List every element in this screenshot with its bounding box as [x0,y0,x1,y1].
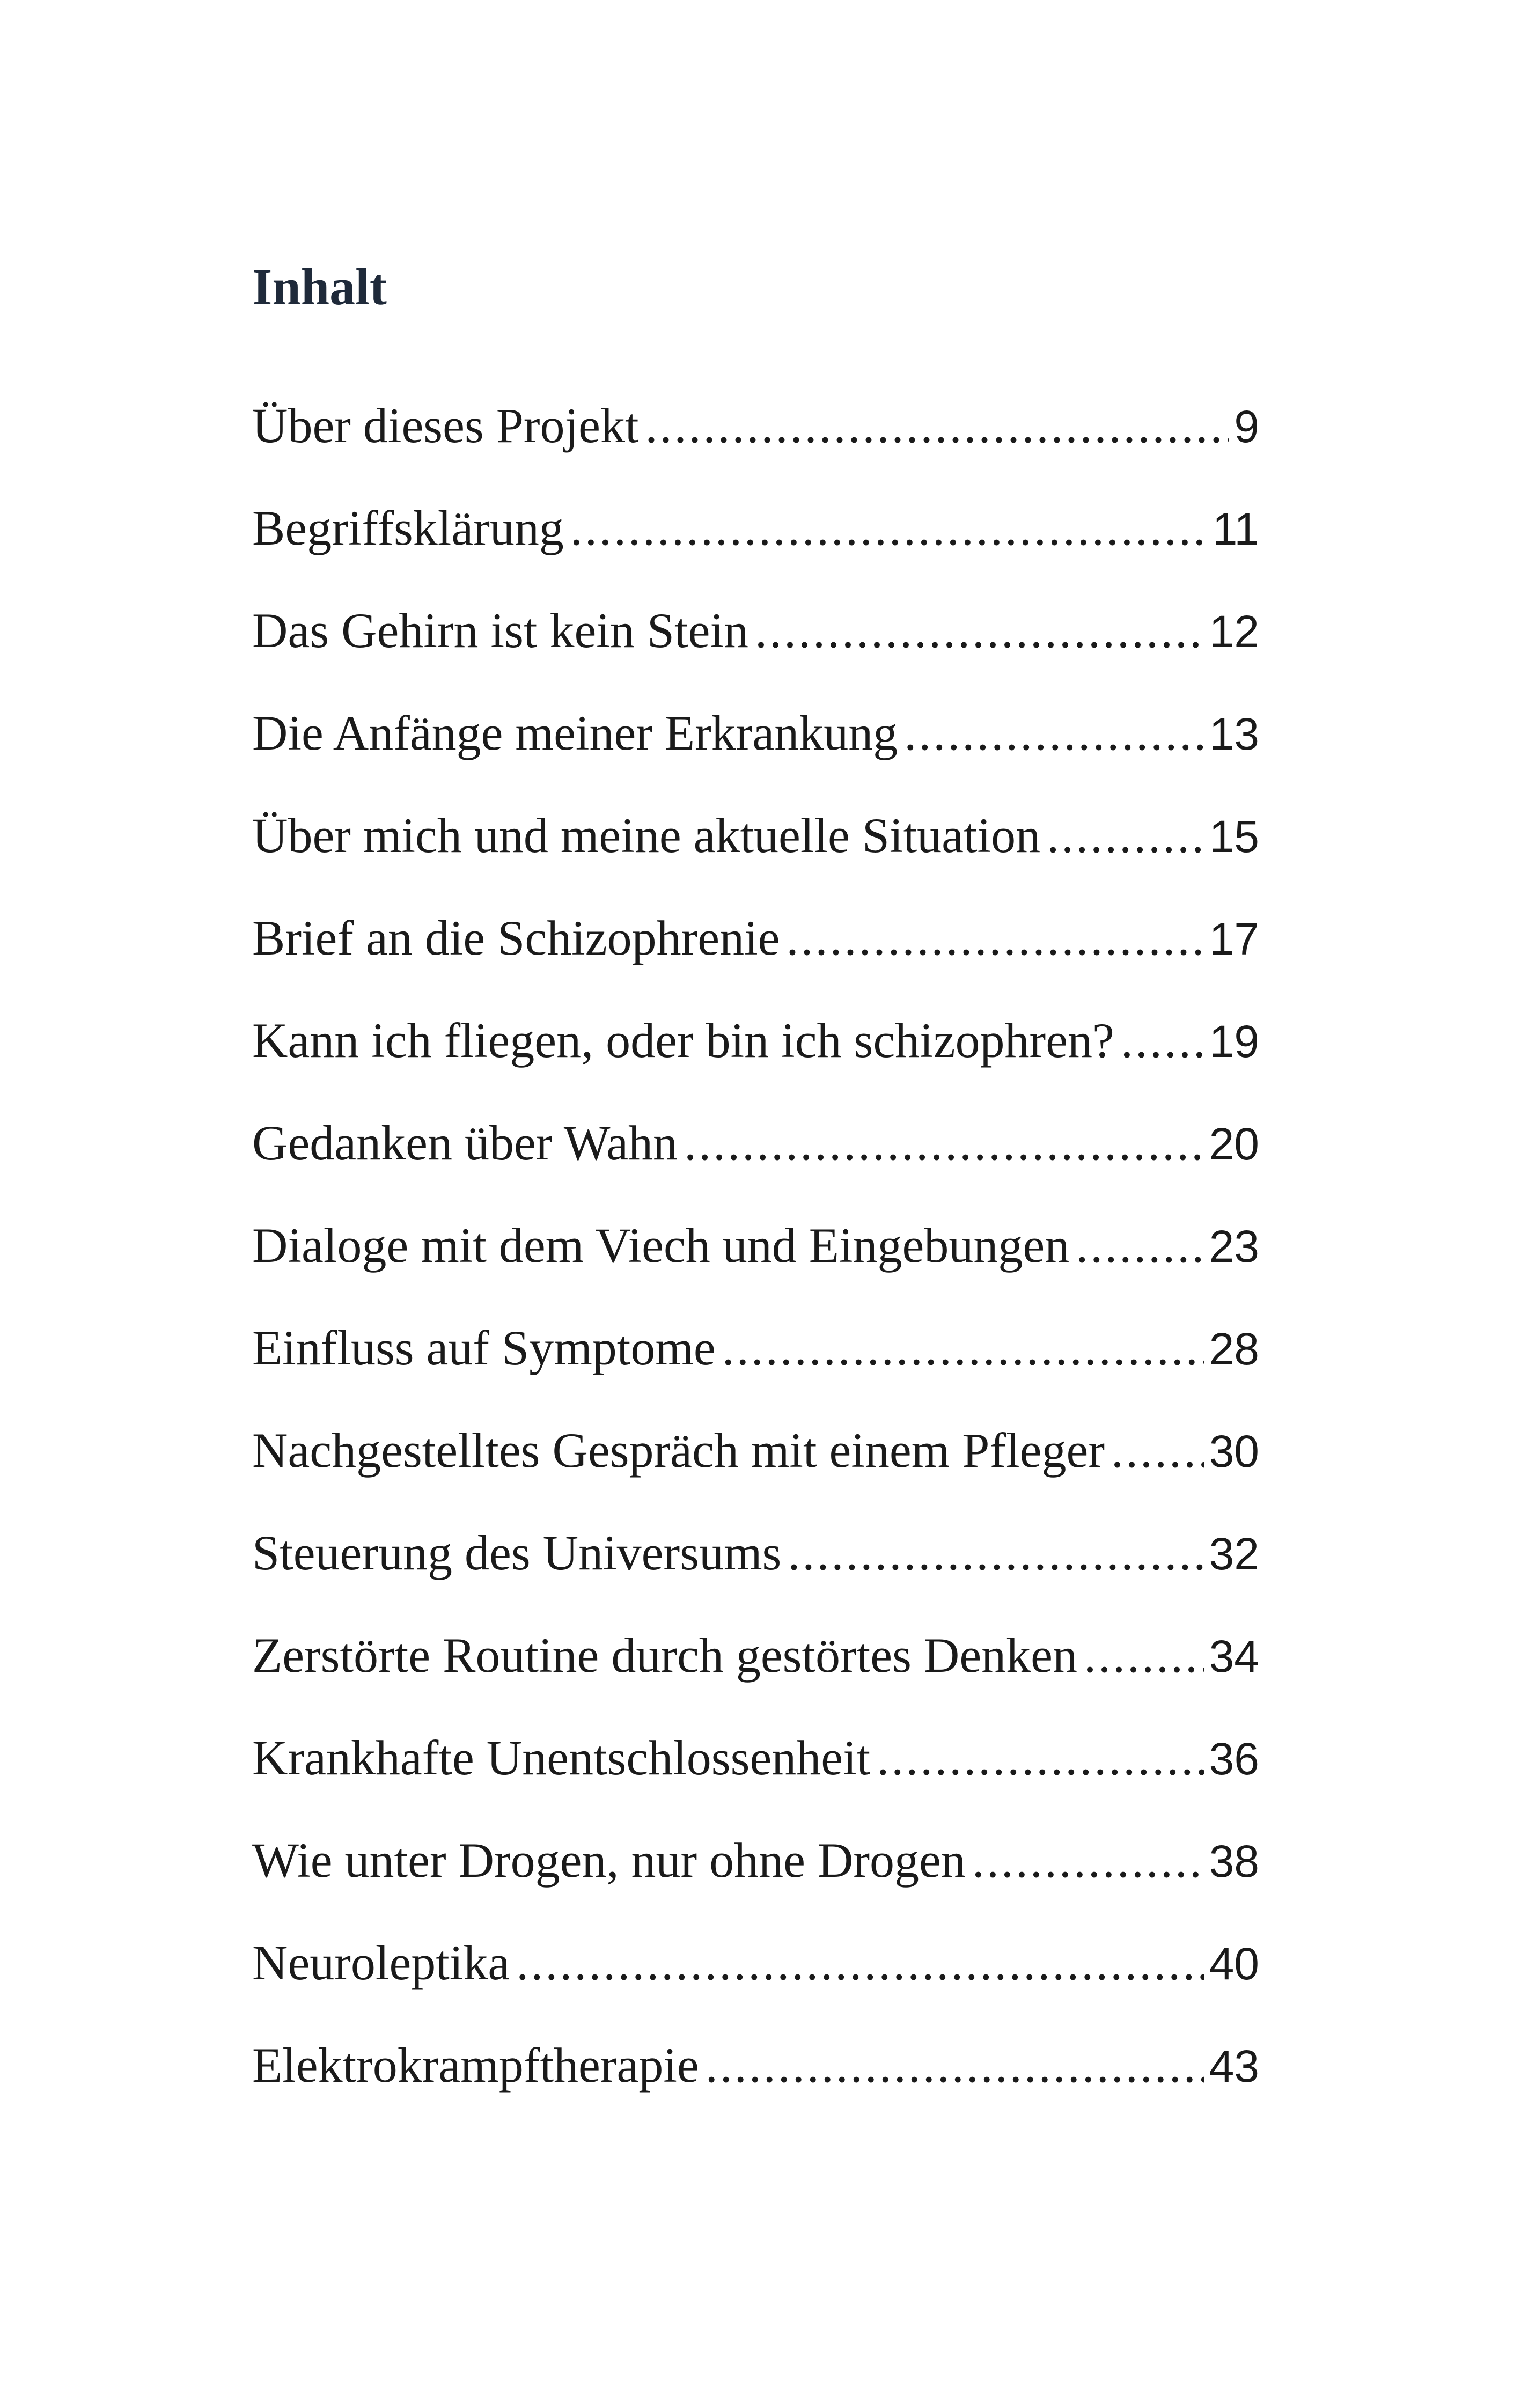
toc-entry-page-number: 9 [1234,401,1259,452]
dot-leader [972,1825,1204,1895]
dot-leader [722,1313,1204,1383]
dot-leader [1111,1415,1204,1485]
dot-leader [904,698,1203,768]
toc-entry [252,698,1259,801]
toc-entry-title: Krankhafte Unentschlossenheit [252,1730,871,1785]
toc-entry [252,1415,1259,1518]
toc-entry-page-number: 40 [1209,1939,1259,1989]
dot-leader [570,493,1207,563]
toc-entry-title: Über mich und meine aktuelle Situation [252,808,1041,863]
toc-entry-page-number: 11 [1212,504,1259,554]
toc-entry-title: Begriffsklärung [252,501,564,555]
toc-entry-title: Einfluss auf Symptome [252,1320,716,1375]
toc-entry-title: Zerstörte Routine durch gestörtes Denken [252,1628,1077,1683]
toc-entry-page-number: 13 [1209,709,1259,759]
toc-entry-page-number: 36 [1209,1734,1259,1784]
dot-leader [877,1723,1203,1793]
dot-leader [1121,1005,1204,1075]
toc-entry-title: Neuroleptika [252,1935,510,1990]
dot-leader [1076,1210,1203,1280]
toc-entry [252,1210,1259,1313]
toc-heading: Inhalt [252,258,387,315]
toc-entry-title: Nachgestelltes Gespräch mit einem Pfleger [252,1423,1105,1478]
toc-entry-page-number: 19 [1209,1016,1259,1067]
toc-entry [252,1108,1259,1210]
toc-entry-page-number: 23 [1209,1221,1259,1272]
toc-entry-title: Steuerung des Universums [252,1525,782,1580]
dot-leader [706,2030,1204,2100]
toc-list [252,391,1259,2133]
dot-leader [1047,801,1203,870]
dot-leader [516,1928,1203,1998]
toc-entry-title: Die Anfänge meiner Erkrankung [252,706,898,760]
toc-entry [252,1928,1259,2030]
toc-entry [252,391,1259,493]
dot-leader [1084,1620,1204,1690]
toc-entry-page-number: 12 [1209,606,1259,657]
dot-leader [645,391,1229,460]
dot-leader [787,903,1204,973]
toc-entry [252,903,1259,1005]
toc-entry-title: Dialoge mit dem Viech und Eingebungen [252,1218,1070,1273]
toc-entry-title: Elektrokrampftherapie [252,2038,699,2093]
toc-entry [252,1723,1259,1825]
toc-entry [252,596,1259,698]
toc-entry-page-number: 30 [1209,1426,1259,1477]
toc-entry-title: Wie unter Drogen, nur ohne Drogen [252,1833,966,1888]
toc-entry-title: Kann ich fliegen, oder bin ich schizophren? [252,1013,1114,1068]
toc-entry [252,1518,1259,1620]
toc-entry [252,1313,1259,1415]
dot-leader [788,1518,1203,1588]
toc-entry-title: Das Gehirn ist kein Stein [252,603,748,658]
toc-entry [252,1620,1259,1723]
toc-entry-page-number: 20 [1209,1119,1259,1169]
toc-entry-page-number: 15 [1209,811,1259,862]
toc-entry-title: Brief an die Schizophrenie [252,911,780,965]
dot-leader [755,596,1204,665]
toc-entry-page-number: 17 [1209,914,1259,964]
toc-entry-title: Gedanken über Wahn [252,1115,678,1170]
toc-entry [252,801,1259,903]
toc-entry [252,1825,1259,1928]
dot-leader [684,1108,1204,1178]
toc-entry-page-number: 43 [1209,2041,1259,2091]
toc-entry-page-number: 32 [1209,1529,1259,1579]
toc-entry-page-number: 38 [1209,1836,1259,1886]
toc-entry-title: Über dieses Projekt [252,398,639,453]
toc-entry-page-number: 28 [1209,1324,1259,1374]
toc-entry [252,2030,1259,2133]
toc-entry-page-number: 34 [1209,1631,1259,1682]
toc-entry [252,493,1259,596]
toc-entry [252,1005,1259,1108]
